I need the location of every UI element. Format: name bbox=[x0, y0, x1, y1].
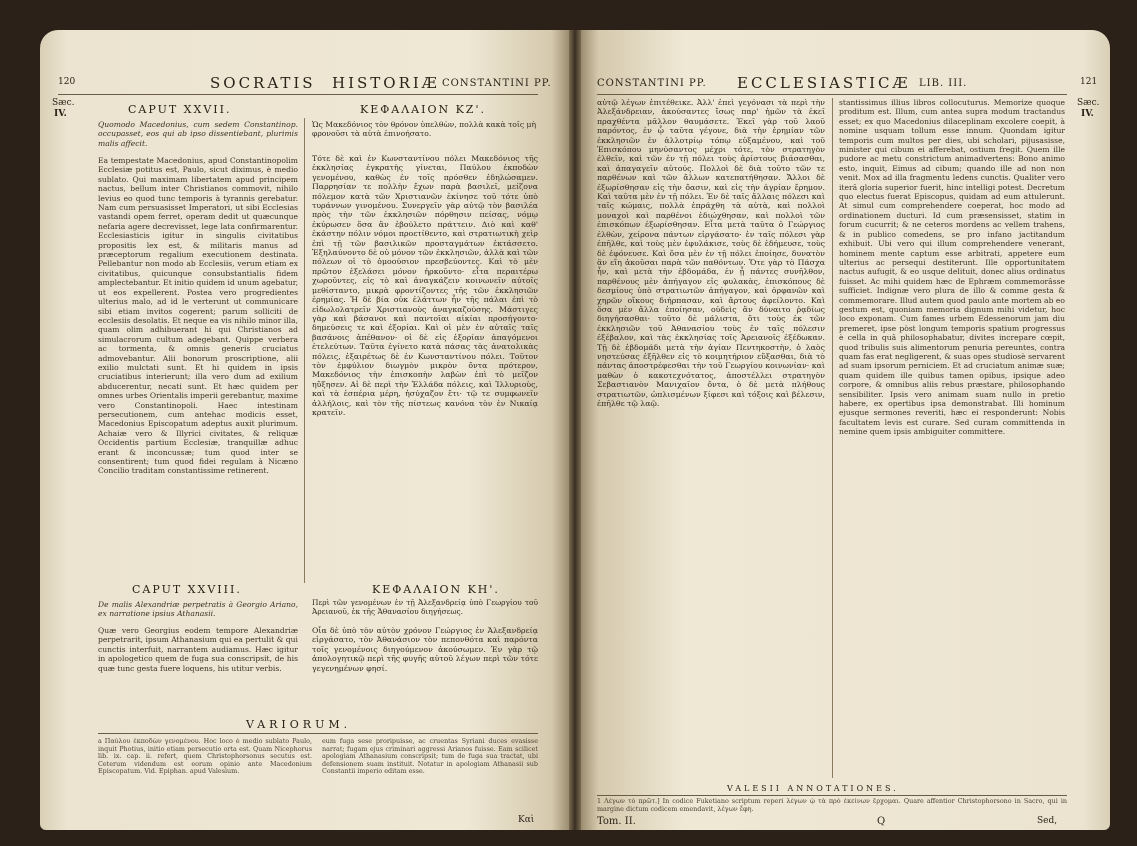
chapter-greek-2: ΚΕΦΑΛΑΙΟΝ ΚΗ'. bbox=[372, 583, 500, 596]
latin-text: Ea tempestate Macedonius, apud Constantinopolim Ecclesiæ potitus est, Paulo, sicut diximus, è medio sublato. Qui maximam libertatem apud principem nactus, bellum inter Christianos commovit, nihilo levius eo quod tunc temporis à tyrannis gerebatur. Nam cum persuasisset Imperatori, ut sibi Ecclesias vastandi opem ferret, operam dedit ut quæcunque nefaria agere decrevisset, lege lata confirmarentur. Ecclesiasticis igitur in singulis civitatibus propositis lex est, & militaris manus ad præceptorum regalium executionem destinata. Pellebantur non modo ab Ecclesiis, verum etiam ex civitatibus, quicunque consubstantialis fidem amplectebantur. Et initio quidem id unum agebatur, ut eos expellerent. Postea vero progredientes ulterius malo, ad id le verterunt ut communicare sibi etiam invitos cogerent; parum solliciti de ecclesiis desolatis. Et neque ea vis nihilo minor illa, quam olim adhibuerant hi qui Christianos ad simulacrorum cultum adegebant. Quippe verbera ac tormenta, & omnis generis cruciatus admovebantur. Alii bonorum proscriptione, alii exilio mulctati sunt. Et hi quidem in ipsis cruciatibus interierunt; illa vero dum ad exilium abducerentur, necati sunt. Et hæc quidem per omnes urbes Orientalis imperii gerebantur, maxime vero Constantinopoli. Haec intestinam persecutionem, cum antehac modicis esset, Macedonius Episcopatum adeptus auxit plurimum. Achaiæ vero & Illyrici civitates, & reliquæ Occidentis partium Ecclesiæ, tranquillæ adhuc erant & inconcussæ; tum quod inter se consentirent; tum quod fidei regulam à Nicæno Concilio traditam constantissime retinerent. bbox=[98, 156, 298, 476]
notes-rule bbox=[597, 795, 1067, 796]
running-head-right: LIB. III. bbox=[919, 78, 968, 89]
column-divider bbox=[832, 98, 833, 778]
notes-column-b: eum fuga sese proripuisse, ac cruentas Syriani duces evasisse narrat; fugam ejus criminari aggressi Arianos fuisse. Eam scilicet apologiam Athanasium conscripsit; tum de fuga sua tractat, ubi defensionem suam instituit. Notatur in apologiam Athanasii sub Constantii imperio editam esse. bbox=[322, 738, 538, 776]
greek-summary-2: Περὶ τῶν γενομένων ἐν τῇ Ἀλεξανδρείᾳ ὑπὸ Γεωργίου τοῦ Ἀρειανοῦ, ἐκ τῆς Ἀθανασίου διηγήσεως. bbox=[312, 598, 538, 617]
header-rule bbox=[597, 94, 1067, 95]
valesii-notes: 1 Λέγων τὸ πρῶτ.] In codice Fuketiano scriptum reperi λέγων ᾧ τὰ πρὸ ἐκείνων ἔρχομαι. Quare affentior Christophorsono in Sacro, qui in margine dictum codicem emendavit, λέγων ἔφη. bbox=[597, 798, 1067, 813]
side-note-century: IV. bbox=[54, 109, 67, 119]
running-head-left: CONSTANTINI PP. bbox=[597, 78, 707, 89]
running-head-mid: ECCLESIASTICÆ bbox=[737, 74, 911, 92]
running-head-mid: HISTORIÆ bbox=[332, 74, 440, 92]
side-note-saec: Sæc. bbox=[1077, 98, 1100, 108]
greek-summary: Ὡς Μακεδόνιος τὸν θρόνον ὑπελθὼν, πολλὰ κακὰ τοῖς μὴ φρονοῦσι τὰ αὐτὰ ἐπινοήσατο. bbox=[312, 120, 536, 139]
page-number: 120 bbox=[58, 77, 76, 87]
side-note-saec: Sæc. bbox=[52, 98, 75, 108]
header-rule bbox=[58, 94, 538, 95]
greek-text: αὐτῷ λέγων ἐπιτέθεικε. Ἀλλ' ἐπεὶ γεγόνασι τὰ περὶ τὴν Ἀλεξάνδρειαν, ἀκούσαντες ἴσως παρ' ἡμῶν τὰ ἐκεῖ πραχθέντα μᾶλλον θαυμάσετε. Ἐκεῖ γὰρ τοῦ λαοῦ παρόντος, ἐν ᾧ ταῦτα γέγονε, διὰ τὴν ἐρημίαν τῶν ἐκκλησιῶν ἐν ἀλλοτρίῳ τόπῳ εὐξαμένου, καὶ τοῦ Ἐπισκόπου μηνύσαντος μέχρι τότε, τὸν στρατηγὸν ἐλθεῖν, καὶ τῶν ἐν τῇ πόλει τοὺς ἀρίστους βιάσασθαι, καὶ ἀπαγαγεῖν αὐτούς. Πολλοὶ δὲ διὰ τοῦτο τῶν τε παρθένων καὶ τῶν ἄλλων κατεπατήθησαν. Ἄλλοι δὲ ἐξωρίσθησαν εἰς τὴν ὄασιν, καὶ εἰς τὴν ἀγρίαν ἔρημον. Καὶ ταῦτα μὲν ἐν τῇ πόλει. Ἐν δὲ ταῖς ἄλλαις πόλεσι καὶ ταῖς κώμαις, πολλὰ ἐπράχθη τὰ αὐτὰ, καὶ πολλοὶ μοναχοὶ καὶ παρθένοι ἐδιώχθησαν, καὶ πολλοὶ τῶν ἐπισκόπων ἐξωρίσθησαν. Εἶτα μετὰ ταῦτα ὁ Γεώργιος ἐλθὼν, χείρονα πάντων εἰργάσατο· ἐν ταῖς πόλεσι γὰρ ἐπῆλθε, καὶ τοὺς μὲν ἐφυλάκισε, τοὺς δὲ ἐδήμευσε, τοὺς δὲ ἐφόνευσε. Καὶ ὅσα μὲν ἐν τῇ πόλει ἐποίησε, δυνατὸν ἂν εἴη ἀκοῦσαι παρὰ τῶν παθόντων. Ὅτε γὰρ τὸ Πάσχα ἦν, καὶ μετὰ τὴν ἑβδομάδα, ἐν ᾗ πάντες συνῆλθον, παρθένους μὲν ἀπήγαγον εἰς φυλακὰς, ἐπισκόπους δὲ δεσμίους ὑπὸ στρατιωτῶν ἀπήγαγον, καὶ ὀρφανῶν καὶ χηρῶν οἴκους διήρπασαν, καὶ ἄρτους ἀφείλοντο. Καὶ ὅσα μὲν ἄλλα ἐποίησαν, οὐδεὶς ἂν δύναιτο ῥᾳδίως διηγήσασθαι· τοῦτο δὲ μάλιστα, ὅτι τοὺς ἐκ τῶν ἐκκλησιῶν τοῦ Ἀθανασίου τοὺς ἐν ταῖς πόλεσιν ἐξέβαλον, καὶ τὰς ἐκκλησίας τοῖς Ἀρειανοῖς ἐξέδωκαν. Τῇ δὲ ἑβδομάδι μετὰ τὴν ἁγίαν Πεντηκοστὴν, ὁ λαὸς νηστεύσας ἐξῆλθεν εἰς τὸ κοιμητήριον εὔξασθαι, διὰ τὸ πάντας ἀποστρέφεσθαι τὴν τοῦ Γεωργίου κοινωνίαν· καὶ μαθὼν ὁ κακοτεχνότατος, ἀποστέλλει στρατηγὸν Σεβαστιανὸν Μανιχαῖον ὄντα, ὁ δὲ μετὰ πλήθους στρατιωτῶν, ὡπλισμένων ξίφεσι καὶ τόξοις καὶ βέλεσιν, ἐπῆλθε τῷ λαῷ. bbox=[597, 98, 825, 408]
page-number: 121 bbox=[1080, 77, 1098, 87]
chapter-latin-2: CAPUT XXVIII. bbox=[132, 583, 242, 596]
latin-text: stantissimus illius libros collocuturus. Memorize quoque proditum est. Illum, cum antea supra modum tractandus esset; ex quo Macedonius dilaceplinam excolere coepit, à nomine usquam tollum esse innum. Quondam igitur temporis cum multos per dies, ubi scholari, pijusasisse, minister qui cibum ei afferebat, ostium fregit. Quem ille pudore ac metu constrictum animadvertens: Bono animo esto, inquit, Eimus ad cibum; quando ille ad non non venit. Mox ad illa fragmentu ledens cunctis. Qualiter vero iterâ gloria superior fuerit, hinc intelligi potest. Decretum quo electus fuerat Episcopus, quidam ad eum attulerunt. At simul cum comprehendere coeperat, hoc modo ad ordinationem ducturi. Id cum præsensisset, statim in forum cucurrit; & ne ceteros mordens ac vellem trahens, & in publico comedens, se pro infano jactitandum exhibuit. Ubi vero qui illum comprehendere venerant, hominem mente captum esse arbitrati, appetere eum ulterius ac persequi destiterunt. Ille opportunitatem nactus aufugit, & eo usque delituit, donec alius ordinatus fuisset. Ac mihi quidem hæc de Ephræm commemorâsse sufficiet. Indignæ vero plura de illo & comme gesta & commemorare. Illud autem quod paulo ante mortem ab eo gestum est, quoniam memoria dignum mihi videtur, hoc loco exponam. Cum fames urbem Edessenorum jam diu premeret, ipse pòst longum temporis spatium progressus è cella in quâ philosophabatur, divites increpare cœpit, quod tribulis suis alimentorum penuria pereuntes, contra quam fas erat negligerent, & suas opes studiosè servarent ad suam ipsorum perniciem. Et ad cruciatum animæ suæ; quam quidem ille quibus tamen opibus, ipsique adeo corpore, & omnibus aliis rebus præstare, philosophando sensibiliter. Ipsis vero animam suam nullo in pretio habere, ex opertibus ipsa demonstrabat. Illi hominum ejusque sermones reveriti, hæc ei responderunt: Nobis facultatem levis est curare. Sed curam committenda in nemine quem ipsis ambiguiter committere. bbox=[839, 98, 1065, 437]
column-divider bbox=[304, 118, 305, 583]
valesii-heading: VALESII ANNOTATIONES. bbox=[727, 784, 899, 793]
book-gutter bbox=[569, 30, 581, 830]
signature-mark: Q bbox=[877, 816, 886, 827]
greek-text: Τότε δὲ καὶ ἐν Κωνσταντίνου πόλει Μακεδόνιος τῆς ἐκκλησίας ἐγκρατὴς γίνεται, Παύλου ἐκποδὼν γενομένου, καθὼς ἐν τοῖς πρόσθεν ἐδηλώσαμεν. Παρρησίαν τε πολλὴν ἔχων παρὰ βασιλεῖ, μείζονα πόλεμον κατὰ τῶν Χριστιανῶν ἐκίνησε τοῦ τότε ὑπὸ τυράννων γινομένου. Συνεργεῖν γὰρ αὐτῷ τὸν βασιλέα πρὸς τὴν τῶν ἐκκλησιῶν πόρθησιν πείσας, νόμῳ ἐκύρωσεν ὅσα ἂν ἐβούλετο πράττειν. Διὸ καὶ καθ' ἑκάστην πόλιν νόμοι προετίθεντο, καὶ στρατιωτικὴ χεὶρ ἐπὶ τῇ τῶν βασιλικῶν προσταγμάτων ἐκτάσσετο. Ἐξηλαύνοντο δὲ οὐ μόνον τῶν ἐκκλησιῶν, ἀλλὰ καὶ τῶν πόλεων οἱ τὸ ὁμοούσιον πρεσβεύοντες. Καὶ τὸ μὲν πρῶτον ἐξελάσει μόνον ἠρκοῦντο· εἶτα περαιτέρω χωροῦντες, εἰς τὸ καὶ ἀναγκάζειν κοινωνεῖν αὐτοῖς μεθίσταντο, μικρὰ φροντίζοντες τῆς τῶν ἐκκλησιῶν ἐρημίας. Ἡ δὲ βία οὐκ ἐλάττων ἦν τῆς πάλαι ἐπὶ τὸ εἰδωλολατρεῖν Χριστιανοὺς ἀναγκαζούσης. Μάστιγες γὰρ καὶ βάσανοι καὶ παντοῖαι αἰκίαι προσήγοντο· δημεύσεις τε καὶ ἐξορίαι. Καὶ οἱ μὲν ἐν αὐταῖς ταῖς βασάνοις ἀπέθανον· οἱ δὲ εἰς ἐξορίαν ἀπαγόμενοι ἐτελεύτων. Ταῦτα ἐγίνετο κατὰ πάσας τὰς ἀνατολικὰς πόλεις, ἐξαιρέτως δὲ ἐν Κωνσταντίνου πόλει. Τοῦτον τὸν ἐμφύλιον διωγμὸν μικρὸν ὄντα πρότερον, Μακεδόνιος τὴν ἐπισκοπὴν λαβὼν ἐπὶ τὸ μεῖζον ηὔξησεν. Αἱ δὲ περὶ τὴν Ἑλλάδα πόλεις, καὶ Ἰλλυριοὺς, καὶ τὰ ἑσπέρια μέρη, ἡσύχαζον ἔτι· τῷ τε συμφωνεῖν ἀλλήλοις, καὶ τὸν τῆς πίστεως κανόνα τὸν ἐν Νικαίᾳ κρατεῖν. bbox=[312, 154, 538, 417]
catchword: Sed, bbox=[1037, 816, 1058, 826]
notes-rule bbox=[98, 733, 538, 734]
running-head-left: SOCRATIS bbox=[210, 74, 316, 92]
greek-text-2: Οἷα δὲ ὑπὸ τὸν αὐτὸν χρόνον Γεώργιος ἐν Ἀλεξανδρείᾳ εἰργάσατο, τὸν Ἀθανάσιον τὸν πεπονθότα καὶ παρόντα τοῖς γενομένοις διηγούμενον ἀκούσωμεν. Ἐν γὰρ τῷ ἀπολογητικῷ περὶ τῆς φυγῆς αὐτοῦ λέγων περὶ τῶν τότε γεγενημένων φησί. bbox=[312, 626, 538, 673]
side-note-century: IV. bbox=[1081, 109, 1094, 119]
running-head-right: CONSTANTINI PP. bbox=[442, 78, 552, 89]
right-page bbox=[577, 30, 1110, 830]
notes-column-a: a Παύλου ἐκποδὼν γενομένου. Hoc loco è medio sublato Paulo, inquit Photius, initio etiam persecutio orta est. Quam Nicephorus lib. ix. cap. ii. refert, quem Christophorsonus secutus est. Ceterum videndum est eorum opinio ante Macedonium Episcopatum. Vid. Epiphan. apud Valesium. bbox=[98, 738, 312, 776]
catchword: Καὶ bbox=[518, 815, 535, 825]
latin-summary-2: De malis Alexandriæ perpetratis à Georgio Ariano, ex narratione ipsius Athanasii. bbox=[98, 600, 298, 619]
left-page bbox=[40, 30, 573, 830]
tome-label: Tom. II. bbox=[597, 816, 636, 827]
chapter-greek: ΚΕΦΑΛΑΙΟΝ ΚΖ'. bbox=[360, 103, 486, 116]
open-book bbox=[40, 30, 1110, 835]
latin-text-2: Quæ vero Georgius eodem tempore Alexandriæ perpetrarit, ipsum Athanasium qui ea pertulit & qui cunctis interfuit, narrantem audiamus. Hæc igitur in apologetico quem de fuga sua conscripsit, de his quæ tunc gesta fuere loquens, his utitur verbis. bbox=[98, 626, 298, 673]
variorum-heading: VARIORUM. bbox=[246, 718, 352, 731]
latin-summary: Quomodo Macedonius, cum sedem Constantinop. occupasset, eos qui ab ipso dissentiebant, plurimis malis affecit. bbox=[98, 120, 298, 148]
chapter-latin: CAPUT XXVII. bbox=[128, 103, 232, 116]
